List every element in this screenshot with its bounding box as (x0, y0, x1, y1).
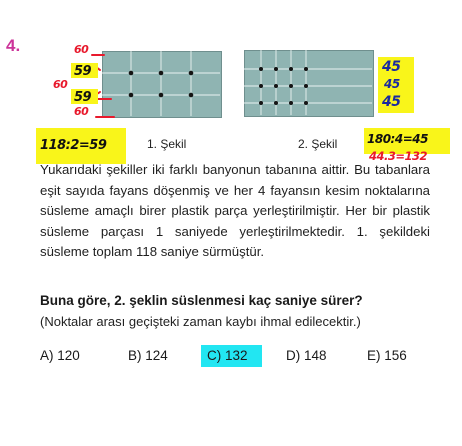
hand-45-c: 45 (382, 94, 401, 110)
figure-2-caption: 2. Şekil (298, 137, 338, 151)
question-note: (Noktalar arası geçişteki zaman kaybı ihmal edilecektir.) (40, 314, 361, 329)
ornament-dot (259, 84, 263, 88)
hand-59-bottom: 59 (74, 90, 92, 105)
hand-59-top: 59 (74, 64, 92, 79)
ornament-dot (289, 101, 293, 105)
ornament-dot (129, 93, 134, 98)
option-d[interactable]: D) 148 (286, 348, 327, 363)
ornament-dot (289, 67, 293, 71)
ornament-dot (189, 93, 194, 98)
hand-180-calc: 180:4=45 (367, 132, 428, 146)
figure-2-grid (244, 50, 372, 115)
ornament-dot (274, 101, 278, 105)
hand-60-top: 60 (74, 43, 89, 56)
ornament-dot (159, 93, 164, 98)
ornament-dot (274, 84, 278, 88)
ornament-dot (129, 71, 134, 76)
option-a[interactable]: A) 120 (40, 348, 80, 363)
hand-60-mid: 60 (53, 78, 68, 91)
ornament-dot (304, 67, 308, 71)
hand-60-bottom: 60 (74, 105, 89, 118)
ornament-dot (189, 71, 194, 76)
hand-45-b: 45 (384, 77, 400, 91)
hand-118-calc: 118:2=59 (40, 138, 107, 153)
hand-45-a: 45 (382, 59, 401, 75)
figure-1-caption: 1. Şekil (147, 137, 187, 151)
problem-paragraph: Yukarıdaki şekiller iki farklı banyonun tabanına aittir. Bu tabanlara eşit sayıda fayans döşenmiş ve her 4 fayansın kesim noktalarına süsleme amaçlı birer plastik parça yerleştirilmiştir. Her bir plastik süsleme parçası 1 saniyede yerleştirilmektedir. 1. şekildeki süsleme toplam 118 saniye sürmüştür. (40, 162, 430, 259)
option-e[interactable]: E) 156 (367, 348, 407, 363)
ornament-dot (304, 101, 308, 105)
option-c-selected[interactable]: C) 132 (201, 345, 262, 367)
ornament-dot (259, 67, 263, 71)
figure-1-grid (102, 51, 220, 116)
ornament-dot (274, 67, 278, 71)
ornament-dot (159, 71, 164, 76)
ornament-dot (304, 84, 308, 88)
question-text: Buna göre, 2. şeklin süslenmesi kaç saniye sürer? (40, 293, 363, 308)
question-number: 4. (6, 36, 21, 55)
hand-132-calc: 44.3=132 (369, 149, 428, 163)
ornament-dot (289, 84, 293, 88)
ornament-dot (259, 101, 263, 105)
option-b[interactable]: B) 124 (128, 348, 168, 363)
